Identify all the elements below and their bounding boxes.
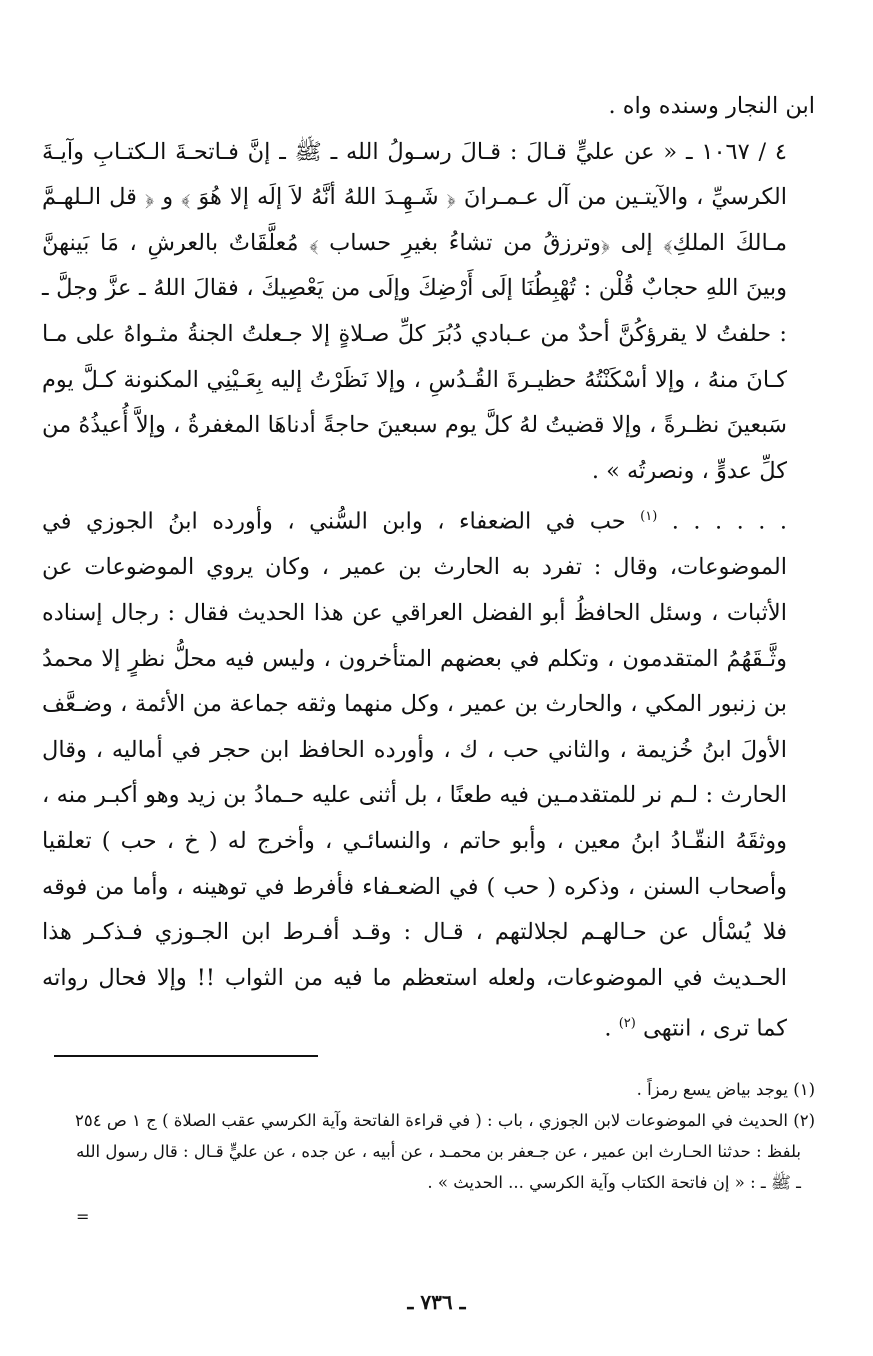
footnotes: [42, 1074, 815, 1198]
footnote-separator: [54, 1055, 318, 1057]
footnote-ref-1: (١): [640, 509, 658, 525]
main-text: [42, 84, 815, 1052]
previous-entry-ending: ابن النجار وسنده واه .: [608, 93, 815, 119]
takhrij-paragraph: [42, 494, 815, 1052]
takhrij-end: .: [604, 1015, 612, 1042]
footnote-2-line-2: بلفظ : حدثنا الحـارث ابن عمير ، عن جـعفر بن محمـد ، عن أبيه ، عن جده ، عن عليٍّ قـال : قال رسول الله: [76, 1142, 801, 1161]
footnote-2-line-1: (٢) الحديث في الموضوعات لابن الجوزي ، باب : ( في قراءة الفاتحة وآية الكرسي عقب الصلاة ) ج ١ ص ٢٥٤: [75, 1111, 815, 1130]
footnote-2-line-3: ـ ﷺ ـ : « إن فاتحة الكتاب وآية الكرسي ... الحديث » .: [427, 1173, 801, 1192]
page-number: ـ ٧٣٦ ـ: [407, 1290, 466, 1314]
footnote-ref-2: (٢): [618, 1016, 636, 1032]
hadith-1067: ٤ / ١٠٦٧ ـ « عن عليٍّ قـالَ : قـالَ رسـولُ الله ـ ﷺ ـ إنَّ فـاتحـةَ الـكتـابِ وآيـةَ الكرسيِّ ، والآيتـين من آل عـمـرانَ ﴿ شَـهِـدَ اللهُ أنَّهُ لاَ إلَه إلا هُوَ ﴾ و ﴿ قل الـلهـمَّ مـالكَ الملكِ﴾ إلى ﴿وترزقُ من تشاءُ بغيرِ حساب ﴾ مُعلَّقَاتٌ بالعرشِ ، مَا بَينهنَّ وبينَ اللهِ حجابٌ قُلْن : تُهْبِطُنَا إلَى أَرْضِكَ وإلَى من يَعْصِيكَ ، فقالَ اللهُ ـ عزَّ وجلَّ ـ : حلفتُ لا يقرؤكُنَّ أحدٌ من عـبادي دُبُرَ كلِّ صـلاةٍ إلا جـعلتُ الجنةُ مثـواهُ على مـا كـانَ منهُ ، وإلا أسْكَنْتُهُ حظيـرةَ القُـدُسِ ، وإلا نَظَرْتُ إليه بِعَـيْنِي المكنونة كـلَّ يوم سَبعينَ نظـرةً ، وإلا قضيتُ لهُ كلَّ يوم سبعينَ حاجةً أدناهَا المغفرةُ ، وإلاَّ أُعيذُهُ من كلِّ عدوٍّ ، ونصرتُه » .: [42, 138, 787, 484]
footnote-1: (١) يوجد بياض يسع رمزاً .: [636, 1080, 815, 1099]
continuation-mark: =: [76, 1207, 90, 1226]
takhrij-text: حب في الضعفاء ، وابن السُّني ، وأورده ابنُ الجوزي في الموضوعات، وقال : تفرد به الحارث بن عمير ، وكان يروي الموضوعات عن الأثبات ، وسئل الحافظُ أبو الفضل العراقي عن هذا الحديث فقال : رجال إسناده وثَّـقَهُمُ المتقدمون ، وتكلم في بعضهم المتأخرون ، وليس فيه محلُّ نظرٍ إلا محمدُ بن زنبور المكي ، والحارث بن عمير ، وكل منهما وثقه جماعة من الأئمة ، وضـعَّف الأولَ ابنُ خُزيمة ، والثاني حب ، ك ، وأورده الحافظ ابن حجر في أماليه ، وقال الحارث : لـم نر للمتقدمـين فيه طعنًا ، بل أثنى عليه حـمادُ بن زيد وهو أكبـر منه ، ووثقَهُ النقّـادُ ابنُ معين ، وأبو حاتم ، والنسائـي ، وأخرج له ( خ ، حب ) تعلقيا وأصحاب السنن ، وذكره ( حب ) في الضعـفاء فأفرط في توهينه ، وأما من فوقه فلا يُسْأل عن حـالهـم لجلالتهم ، قـال : وقـد أفـرط ابن الجـوزي فـذكـر هذا الحـديث في الموضوعات، ولعله استعظم ما فيه من الثواب !! وإلا فحال رواته كما ترى ، انتهى: [42, 508, 787, 1042]
omission-dots: . . . . . .: [671, 508, 787, 535]
